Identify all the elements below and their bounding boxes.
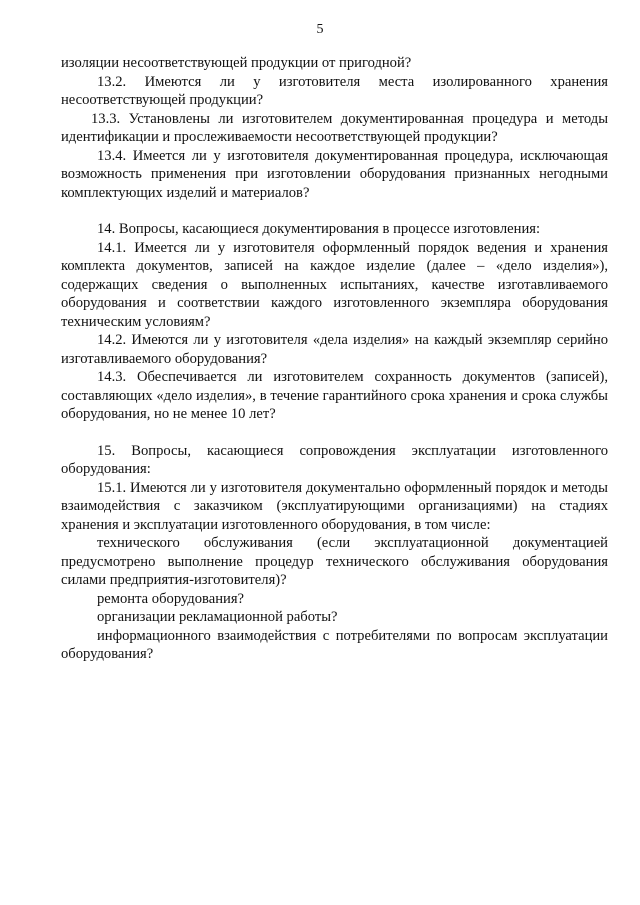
paragraph-14-3: 14.3. Обеспечивается ли изготовителем сохранность документов (записей), составляющих «дело изделия», в течение гарантийного срока хранения и срока службы оборудования, но не менее 10 лет?	[61, 369, 608, 422]
list-item-claims: организации рекламационной работы?	[97, 609, 338, 625]
paragraph-13-4: 13.4. Имеется ли у изготовителя документированная процедура, исключающая возможность применения при изготовлении оборудования признанных негодными комплектующих изделий и материалов?	[61, 147, 608, 201]
list-item-maintenance: технического обслуживания (если эксплуатационной документацией предусмотрено выполнение процедур технического обслуживания оборудования силами предприятия-изготовителя)?	[61, 535, 608, 588]
paragraph-13-3: 13.3. Установлены ли изготовителем документированная процедура и методы идентификации и прослеживаемости несоответствующей продукции?	[61, 110, 608, 145]
list-item-information: информационного взаимодействия с потребителями по вопросам эксплуатации оборудования?	[61, 627, 608, 662]
paragraph-13-1-continuation: изоляции несоответствующей продукции от пригодной?	[61, 55, 412, 71]
section-heading-14: 14. Вопросы, касающиеся документирования в процессе изготовления:	[97, 221, 541, 237]
document-body	[61, 54, 608, 664]
list-item-repair: ремонта оборудования?	[97, 590, 245, 607]
page-number: 5	[316, 22, 324, 37]
section-heading-15: 15. Вопросы, касающиеся сопровождения эксплуатации изготовленного оборудования:	[61, 442, 608, 477]
paragraph-14-2: 14.2. Имеются ли у изготовителя «дела изделия» на каждый экземпляр серийно изготавливаемого оборудования?	[61, 332, 608, 367]
paragraph-13-2: 13.2. Имеются ли у изготовителя места изолированного хранения несоответствующей продукции?	[61, 73, 608, 108]
paragraph-15-1: 15.1. Имеются ли у изготовителя документально оформленный порядок и методы взаимодействия с заказчиком (эксплуатирующими организациями) на стадиях хранения и эксплуатации изготовленного оборудования, в том числе:	[61, 479, 608, 533]
paragraph-14-1: 14.1. Имеется ли у изготовителя оформленный порядок ведения и хранения комплекта документов, записей на каждое изделие (далее – «дело изделия»), содержащих сведения о выполненных испытаниях, качестве изготавливаемого оборудования и соответствии каждого изготовленного экземпляра оборудования техническим условиям?	[61, 239, 608, 330]
